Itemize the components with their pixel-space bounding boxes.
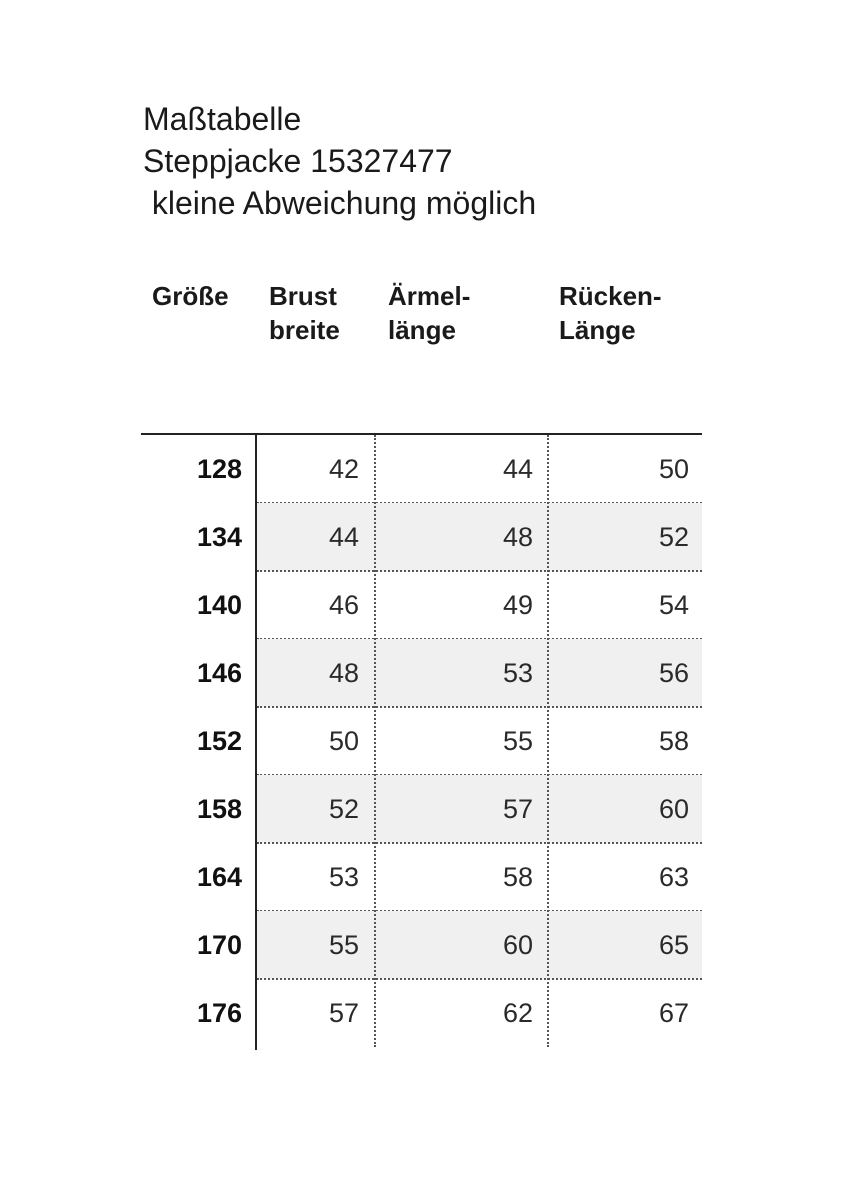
size-cell: 140 xyxy=(196,590,242,620)
header-back-line-1: Rücken- xyxy=(559,281,662,311)
header-size-line-1: Größe xyxy=(152,281,229,311)
header-chest-line-1: Brust xyxy=(269,281,337,311)
table-row xyxy=(141,843,702,911)
size-cell: 146 xyxy=(196,658,242,688)
product-name: Steppjacke 15327477 xyxy=(143,143,453,179)
sleeve-length-cell: 48 xyxy=(502,522,533,552)
header-sleeve-line-2: länge xyxy=(388,315,456,345)
table-row xyxy=(141,979,702,1047)
column-divider xyxy=(547,435,549,1047)
sleeve-length-cell: 55 xyxy=(502,726,533,756)
sleeve-length-cell: 62 xyxy=(502,998,533,1028)
chest-width-cell: 46 xyxy=(328,590,359,620)
size-cell: 134 xyxy=(196,522,242,552)
table-row xyxy=(141,503,702,571)
header-sleeve-line-1: Ärmel- xyxy=(388,281,471,311)
header-back xyxy=(559,279,662,347)
header-chest-line-2: breite xyxy=(269,315,340,345)
size-table xyxy=(141,433,702,1050)
back-length-cell: 67 xyxy=(658,998,689,1028)
chest-width-cell: 44 xyxy=(328,522,359,552)
back-length-cell: 54 xyxy=(658,590,689,620)
chest-width-cell: 53 xyxy=(328,862,359,892)
size-cell: 152 xyxy=(196,726,242,756)
size-cell: 164 xyxy=(196,862,242,892)
size-cell: 170 xyxy=(196,930,242,960)
size-cell: 176 xyxy=(196,998,242,1028)
table-row xyxy=(141,571,702,639)
chest-width-cell: 50 xyxy=(328,726,359,756)
table-row xyxy=(141,911,702,979)
sleeve-length-cell: 49 xyxy=(502,590,533,620)
column-divider xyxy=(374,435,376,1047)
header-chest xyxy=(269,279,340,347)
table-row xyxy=(141,639,702,707)
sleeve-length-cell: 44 xyxy=(502,454,533,484)
back-length-cell: 65 xyxy=(658,930,689,960)
header-size xyxy=(152,279,229,313)
sleeve-length-cell: 58 xyxy=(502,862,533,892)
size-cell: 158 xyxy=(196,794,242,824)
chest-width-cell: 42 xyxy=(328,454,359,484)
back-length-cell: 50 xyxy=(658,454,689,484)
chest-width-cell: 57 xyxy=(328,998,359,1028)
back-length-cell: 56 xyxy=(658,658,689,688)
chest-width-cell: 48 xyxy=(328,658,359,688)
sleeve-length-cell: 57 xyxy=(502,794,533,824)
chest-width-cell: 52 xyxy=(328,794,359,824)
table-row xyxy=(141,775,702,843)
table-row xyxy=(141,435,702,503)
page-title: Maßtabelle xyxy=(143,101,302,137)
back-length-cell: 58 xyxy=(658,726,689,756)
header-back-line-2: Länge xyxy=(559,315,636,345)
back-length-cell: 52 xyxy=(658,522,689,552)
sleeve-length-cell: 53 xyxy=(502,658,533,688)
table-row xyxy=(141,707,702,775)
size-cell: 128 xyxy=(196,454,242,484)
chest-width-cell: 55 xyxy=(328,930,359,960)
table-left-rule xyxy=(255,433,257,1050)
title-block xyxy=(143,98,536,224)
back-length-cell: 63 xyxy=(658,862,689,892)
header-sleeve xyxy=(388,279,470,347)
deviation-note: kleine Abweichung möglich xyxy=(143,185,537,221)
back-length-cell: 60 xyxy=(658,794,689,824)
sleeve-length-cell: 60 xyxy=(502,930,533,960)
